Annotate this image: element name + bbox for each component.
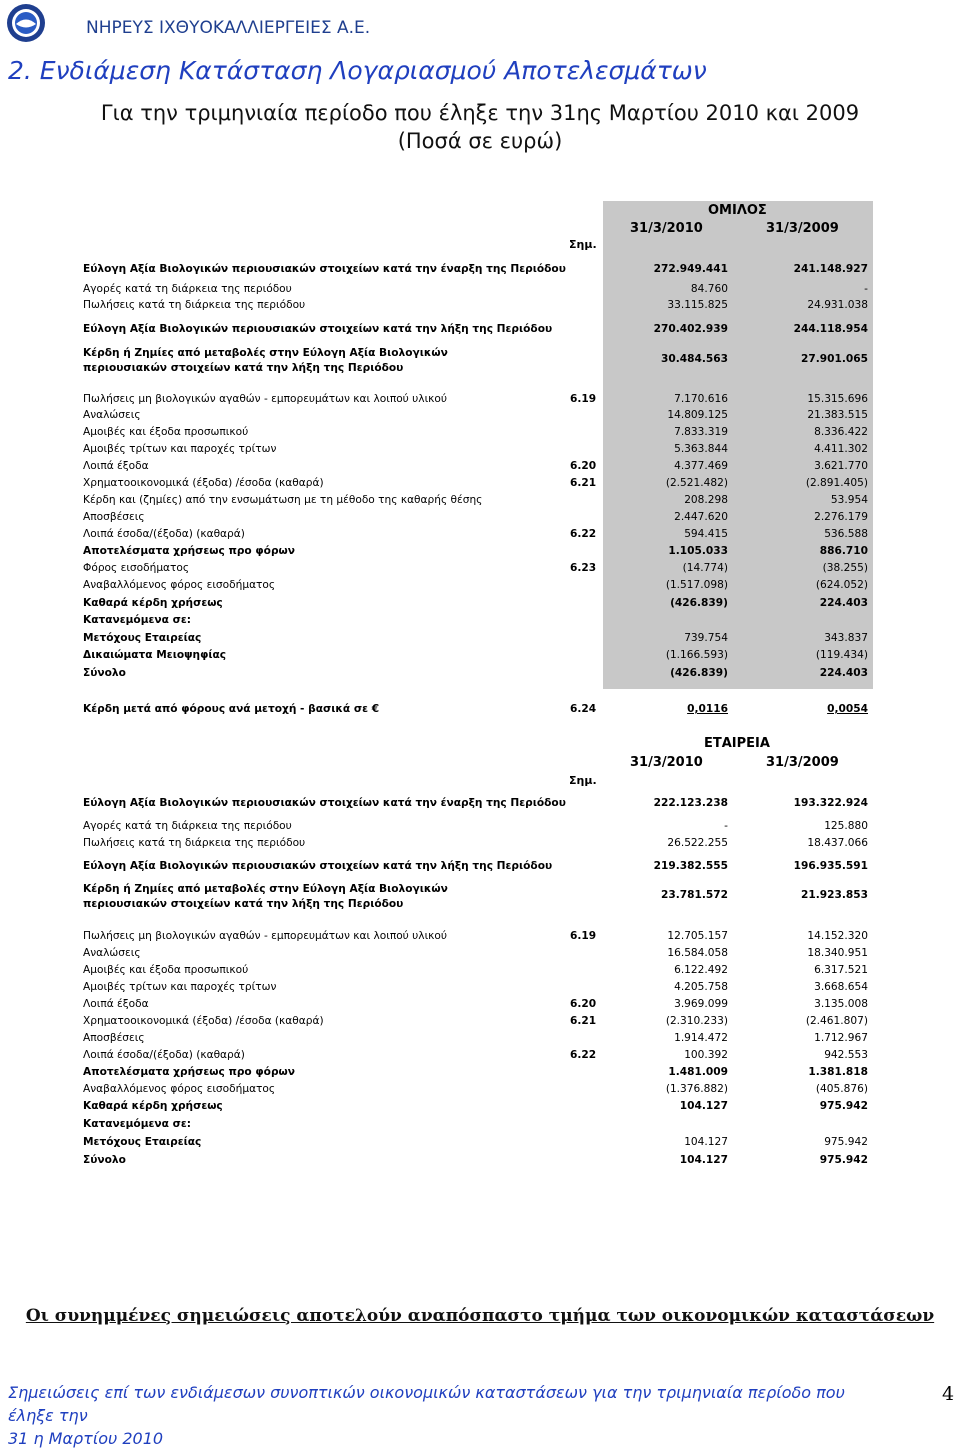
company-label: ΕΤΑΙΡΕΙΑ [704, 736, 770, 751]
row-value-2010: 104.127 [679, 1100, 728, 1112]
row-value-2010: 208.298 [684, 494, 728, 506]
row-value-2010: 14.809.125 [667, 409, 728, 421]
row-value-2010: (1.376.882) [665, 1083, 728, 1095]
row-label: Κέρδη μετά από φόρους ανά μετοχή - βασικά σε € [83, 703, 380, 715]
row-value-2010: 7.170.616 [674, 393, 728, 405]
row-value-2009: 18.340.951 [807, 947, 868, 959]
row-label: Σύνολο [83, 1154, 126, 1166]
row-value-2009: 14.152.320 [807, 930, 868, 942]
row-label: Σύνολο [83, 667, 126, 679]
row-value-2009: 2.276.179 [814, 511, 868, 523]
row-label: Χρηματοοικονομικά (έξοδα) /έσοδα (καθαρά) [83, 1015, 324, 1027]
row-label: Πωλήσεις μη βιολογικών αγαθών - εμπορευμάτων και λοιπού υλικού [83, 393, 448, 405]
company-name: ΝΗΡΕΥΣ ΙΧΘΥΟΚΑΛΛΙΕΡΓΕΙΕΣ Α.Ε. [86, 18, 371, 38]
row-note: 6.22 [570, 528, 597, 540]
row-label: Αναβαλλόμενος φόρος εισοδήματος [83, 1083, 276, 1095]
row-label: Φόρος εισοδήματος [83, 562, 190, 574]
row-value-2009: 975.942 [819, 1154, 868, 1166]
row-value-2010: 739.754 [684, 632, 728, 644]
row-value-2010: 222.123.238 [653, 797, 728, 809]
row-value-2009: 24.931.038 [807, 299, 868, 311]
row-value-2009: 196.935.591 [793, 860, 868, 872]
row-label: Δικαιώματα Μειοψηφίας [83, 649, 227, 661]
row-label: Αμοιβές τρίτων και παροχές τρίτων [83, 981, 277, 993]
row-note: 6.23 [570, 562, 597, 574]
row-value-2010: - [724, 820, 728, 832]
row-label: Μετόχους Εταιρείας [83, 1136, 202, 1148]
row-value-2010: 12.705.157 [667, 930, 728, 942]
row-label: Αμοιβές και έξοδα προσωπικού [83, 426, 249, 438]
row-label: Καθαρά κέρδη χρήσεως [83, 1100, 223, 1112]
row-value-2010: (14.774) [682, 562, 728, 574]
row-note: 6.21 [570, 1015, 597, 1027]
row-value-2009: 6.317.521 [814, 964, 868, 976]
row-value-2010: (2.310.233) [665, 1015, 728, 1027]
row-value-2010: 0,0116 [687, 703, 728, 715]
row-label: Λοιπά έσοδα/(έξοδα) (καθαρά) [83, 1049, 245, 1061]
row-value-2010: 33.115.825 [667, 299, 728, 311]
row-label: Εύλογη Αξία Βιολογικών περιουσιακών στοιχείων κατά την έναρξη της Περιόδου [83, 263, 566, 275]
row-value-2010: 1.105.033 [668, 545, 728, 557]
row-label: Λοιπά έξοδα [83, 460, 149, 472]
currency-note: (Ποσά σε ευρώ) [397, 129, 563, 153]
row-note: 6.21 [570, 477, 597, 489]
page-number: 4 [942, 1383, 955, 1405]
row-label: Λοιπά έξοδα [83, 998, 149, 1010]
row-value-2010: 4.205.758 [674, 981, 728, 993]
row-label: Αποσβέσεις [83, 511, 145, 523]
row-value-2009: 886.710 [819, 545, 868, 557]
row-value-2010: (426.839) [670, 597, 728, 609]
row-value-2009: (624.052) [815, 579, 868, 591]
row-label: Αμοιβές και έξοδα προσωπικού [83, 964, 249, 976]
row-value-2009: (2.461.807) [805, 1015, 868, 1027]
footer-note [8, 1381, 868, 1450]
row-value-2010: 3.969.099 [674, 998, 728, 1010]
row-value-2010: (2.521.482) [665, 477, 728, 489]
row-note: 6.20 [570, 998, 597, 1010]
row-label: Αναβαλλόμενος φόρος εισοδήματος [83, 579, 276, 591]
company-note-header: Σημ. [569, 774, 597, 787]
row-label: Καθαρά κέρδη χρήσεως [83, 597, 223, 609]
footer-note-line1: Σημειώσεις επί των ενδιάμεσων συνοπτικών οικονομικών καταστάσεων για την τριμηνιαία περίοδο που έληξε την [8, 1383, 845, 1425]
row-value-2010: 270.402.939 [653, 323, 728, 335]
row-label: Λοιπά έσοδα/(έξοδα) (καθαρά) [83, 528, 245, 540]
row-value-2009: (405.876) [815, 1083, 868, 1095]
row-note: 6.20 [570, 460, 597, 472]
row-value-2009: 244.118.954 [793, 323, 868, 335]
row-value-2009: 53.954 [830, 494, 868, 506]
row-value-2009: 1.712.967 [814, 1032, 868, 1044]
row-label: Αποσβέσεις [83, 1032, 145, 1044]
row-value-2009: (38.255) [822, 562, 868, 574]
period-subtitle: Για την τριμηνιαία περίοδο που έληξε την 31ης Μαρτίου 2010 και 2009 [100, 101, 860, 125]
row-label: Αγορές κατά τη διάρκεια της περιόδου [83, 283, 292, 295]
row-note: 6.24 [570, 703, 597, 715]
row-label: Εύλογη Αξία Βιολογικών περιουσιακών στοιχείων κατά την λήξη της Περιόδου [83, 323, 553, 335]
company-col1-header: 31/3/2010 [630, 755, 703, 770]
row-label: Χρηματοοικονομικά (έξοδα) /έσοδα (καθαρά) [83, 477, 324, 489]
group-note-header: Σημ. [569, 238, 597, 251]
row-label: Κατανεμόμενα σε: [83, 1118, 191, 1130]
row-label: Κατανεμόμενα σε: [83, 614, 191, 626]
group-col2-header: 31/3/2009 [766, 221, 839, 236]
row-value-2010: 272.949.441 [653, 263, 728, 275]
row-value-2010: 1.914.472 [674, 1032, 728, 1044]
row-value-2009: 0,0054 [827, 703, 868, 715]
row-value-2009: 3.621.770 [814, 460, 868, 472]
row-value-2009: 15.315.696 [807, 393, 868, 405]
row-value-2009: 21.383.515 [807, 409, 868, 421]
row-value-2010: 30.484.563 [660, 353, 728, 365]
row-value-2010: 104.127 [684, 1136, 728, 1148]
row-value-2010: (426.839) [670, 667, 728, 679]
row-value-2009: 1.381.818 [808, 1066, 868, 1078]
row-value-2010: 219.382.555 [653, 860, 728, 872]
row-value-2010: 594.415 [684, 528, 728, 540]
row-label: Κέρδη και (ζημίες) από την ενσωμάτωση με τη μέθοδο της καθαρής θέσης [83, 494, 483, 506]
row-value-2009: 3.135.008 [814, 998, 868, 1010]
row-label: Κέρδη ή Ζημίες από μεταβολές στην Εύλογη Αξία Βιολογικών περιουσιακών στοιχείων κατά την λήξη της Περιόδου [83, 347, 448, 374]
row-value-2009: 224.403 [819, 597, 868, 609]
company-logo-icon [6, 3, 46, 43]
row-value-2009: 942.553 [824, 1049, 868, 1061]
row-value-2009: 241.148.927 [793, 263, 868, 275]
row-label: Αποτελέσματα χρήσεως προ φόρων [83, 1066, 295, 1078]
group-label: ΟΜΙΛΟΣ [708, 203, 767, 218]
row-value-2010: 7.833.319 [674, 426, 728, 438]
footer-note-line2: 31 η Μαρτίου 2010 [8, 1429, 164, 1448]
row-value-2010: 23.781.572 [660, 889, 728, 901]
row-value-2009: 18.437.066 [807, 837, 868, 849]
row-value-2010: (1.166.593) [665, 649, 728, 661]
row-value-2009: - [864, 283, 868, 295]
row-value-2010: 84.760 [690, 283, 728, 295]
row-value-2009: 343.837 [824, 632, 868, 644]
row-value-2010: 1.481.009 [668, 1066, 728, 1078]
row-value-2010: 5.363.844 [674, 443, 728, 455]
row-value-2009: 125.880 [824, 820, 868, 832]
row-value-2009: 193.322.924 [793, 797, 868, 809]
row-value-2009: 27.901.065 [800, 353, 868, 365]
row-value-2010: 6.122.492 [674, 964, 728, 976]
row-label: Πωλήσεις κατά τη διάρκεια της περιόδου [83, 837, 306, 849]
row-label: Αποτελέσματα χρήσεως προ φόρων [83, 545, 295, 557]
page-title: 2. Ενδιάμεση Κατάσταση Λογαριασμού Αποτελεσμάτων [8, 56, 707, 85]
row-value-2010: 100.392 [684, 1049, 728, 1061]
row-note: 6.22 [570, 1049, 597, 1061]
row-value-2010: 26.522.255 [667, 837, 728, 849]
row-label: Κέρδη ή Ζημίες από μεταβολές στην Εύλογη Αξία Βιολογικών περιουσιακών στοιχείων κατά την λήξη της Περιόδου [83, 883, 448, 910]
row-label: Αναλώσεις [83, 409, 141, 421]
row-value-2009: 536.588 [824, 528, 868, 540]
row-label: Εύλογη Αξία Βιολογικών περιουσιακών στοιχείων κατά την λήξη της Περιόδου [83, 860, 553, 872]
row-value-2009: 4.411.302 [814, 443, 868, 455]
row-value-2009: 21.923.853 [800, 889, 868, 901]
row-value-2010: 16.584.058 [667, 947, 728, 959]
company-col2-header: 31/3/2009 [766, 755, 839, 770]
integral-part-statement: Οι συνημμένες σημειώσεις αποτελούν αναπόσπαστο τμήμα των οικονομικών καταστάσεων [25, 1306, 935, 1326]
row-label: Μετόχους Εταιρείας [83, 632, 202, 644]
row-value-2010: 104.127 [679, 1154, 728, 1166]
row-value-2009: 3.668.654 [814, 981, 868, 993]
row-label: Αναλώσεις [83, 947, 141, 959]
row-label: Αγορές κατά τη διάρκεια της περιόδου [83, 820, 292, 832]
row-label: Εύλογη Αξία Βιολογικών περιουσιακών στοιχείων κατά την έναρξη της Περιόδου [83, 797, 566, 809]
row-value-2009: 8.336.422 [814, 426, 868, 438]
row-value-2009: 975.942 [824, 1136, 868, 1148]
row-label: Πωλήσεις μη βιολογικών αγαθών - εμπορευμάτων και λοιπού υλικού [83, 930, 448, 942]
row-note: 6.19 [570, 393, 597, 405]
row-note: 6.19 [570, 930, 597, 942]
row-value-2009: (2.891.405) [805, 477, 868, 489]
row-label: Αμοιβές τρίτων και παροχές τρίτων [83, 443, 277, 455]
row-value-2009: 975.942 [819, 1100, 868, 1112]
row-value-2009: 224.403 [819, 667, 868, 679]
group-col1-header: 31/3/2010 [630, 221, 703, 236]
row-value-2010: 2.447.620 [674, 511, 728, 523]
row-label: Πωλήσεις κατά τη διάρκεια της περιόδου [83, 299, 306, 311]
row-value-2010: 4.377.469 [674, 460, 728, 472]
row-value-2010: (1.517.098) [665, 579, 728, 591]
row-value-2009: (119.434) [815, 649, 868, 661]
